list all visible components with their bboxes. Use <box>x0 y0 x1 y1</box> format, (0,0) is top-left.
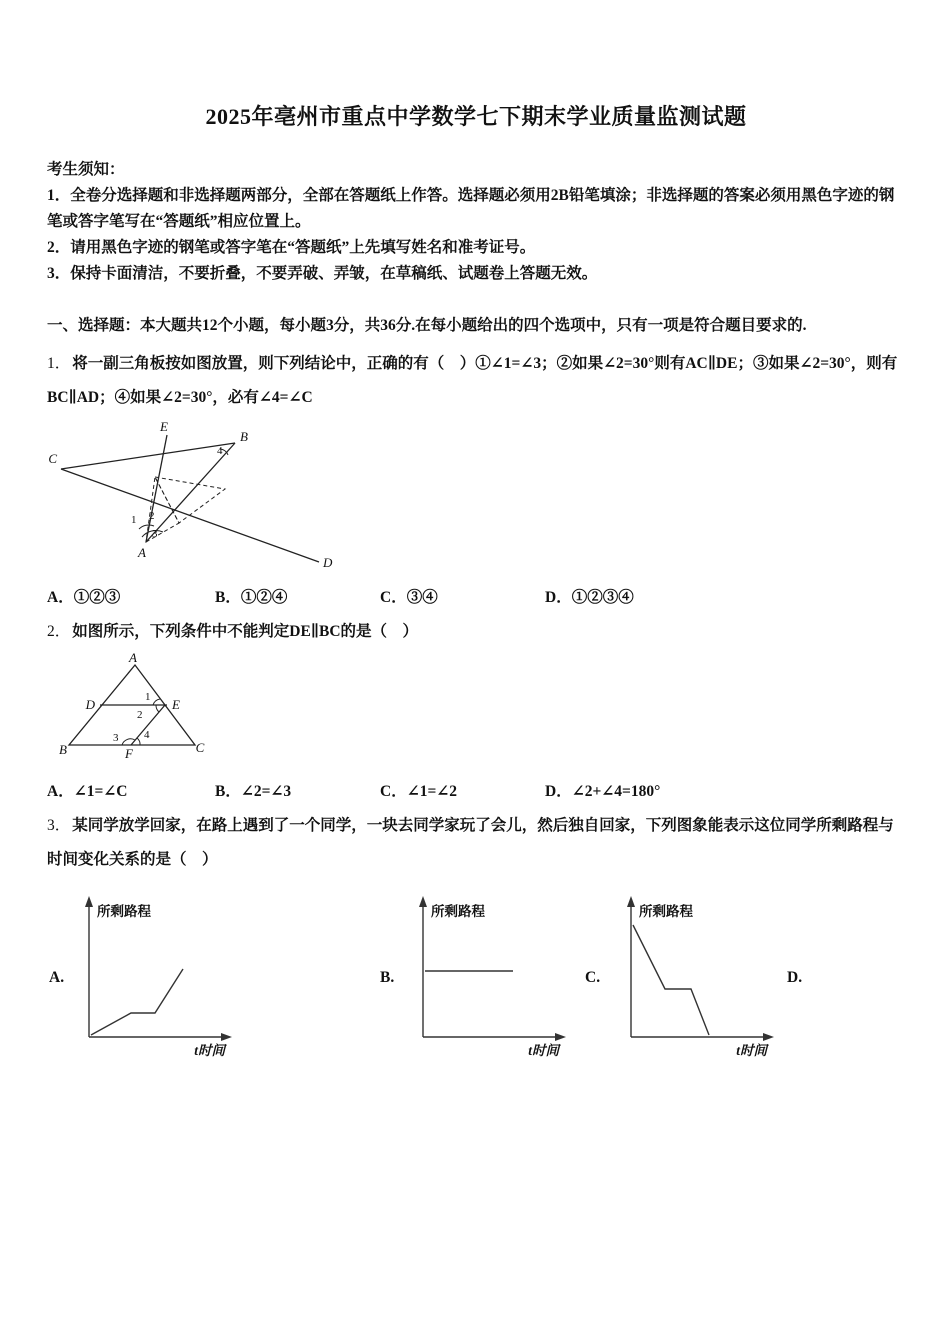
question-3 <box>47 809 905 877</box>
question-1-figure <box>47 421 339 573</box>
fig2-angle-1: 1 <box>145 691 151 703</box>
question-1-number: 1． <box>47 355 71 372</box>
q3-graph-label-d: D. <box>787 969 803 986</box>
fig2-angle-arc-2 <box>156 705 159 712</box>
question-3-text: 某同学放学回家，在路上遇到了一个同学，一块去同学家玩了会儿，然后独自回家，下列图象能表示这位同学所剩路程与时间变化关系的是（ ） <box>47 817 894 868</box>
fig2-point-A: A <box>129 653 137 665</box>
q1-option-a <box>47 585 215 607</box>
graph-c-y-arrow <box>627 896 635 907</box>
q1-option-d-text: ①②③④ <box>571 589 634 606</box>
question-2-options <box>47 779 905 801</box>
fig2-angle-3: 3 <box>113 732 119 744</box>
fig2-angle-arc-1 <box>153 699 160 705</box>
q1-option-c-text: ③④ <box>406 589 438 606</box>
fig2-angle-2: 2 <box>137 709 143 721</box>
graph-a-ylabel: 所剩路程 <box>97 904 151 919</box>
q2-option-b <box>215 779 380 801</box>
q1-option-a-text: ①②③ <box>73 589 121 606</box>
q1-option-c-label: C． <box>380 589 407 606</box>
q2-option-a <box>47 779 215 801</box>
fig2-point-C: C <box>195 740 205 755</box>
question-2-number: 2． <box>47 623 71 640</box>
q1-option-b-text: ①②④ <box>240 589 288 606</box>
q1-option-d <box>545 585 905 607</box>
question-3-number: 3． <box>47 817 71 834</box>
q2-option-b-text: ∠2=∠3 <box>240 783 292 800</box>
graph-b-y-arrow <box>419 896 427 907</box>
graph-a-curve <box>91 969 183 1035</box>
q3-graph-c <box>617 891 777 1059</box>
graph-a-xlabel: t时间 <box>194 1043 225 1058</box>
fig1-point-A: A <box>138 545 146 560</box>
fig1-point-C: C <box>48 451 57 466</box>
q3-graph-label-c: C. <box>585 969 601 986</box>
fig1-line-EA <box>146 435 167 542</box>
fig1-point-E: E <box>160 421 168 434</box>
notice-item-1: 1．全卷分选择题和非选择题两部分，全部在答题纸上作答。选择题必须用2B铅笔填涂；非选择题的答案必须用黑色字迹的钢笔或答字笔写在“答题纸”相应位置上。 <box>47 187 895 230</box>
q1-option-d-label: D． <box>545 589 572 606</box>
q2-option-d-text: ∠2+∠4=180° <box>571 783 661 800</box>
graph-c-curve <box>633 925 709 1035</box>
q2-option-d-label: D． <box>545 783 572 800</box>
graph-b-ylabel: 所剩路程 <box>431 904 485 919</box>
q1-option-b-label: B． <box>215 589 241 606</box>
fig1-angle-1: 1 <box>131 514 137 526</box>
question-1-text: 将一副三角板按如图放置，则下列结论中，正确的有（ ）①∠1=∠3；②如果∠2=30°则有AC∥DE；③如果∠2=30°，则有BC∥AD；④如果∠2=30°，必有∠4=∠C <box>47 355 898 406</box>
fig2-point-E: E <box>172 697 180 712</box>
q1-option-c <box>380 585 545 607</box>
fig1-point-B: B <box>240 429 248 444</box>
notice-item-2: 2．请用黑色字迹的钢笔或答字笔在“答题纸”上先填写姓名和准考证号。 <box>47 239 536 256</box>
q1-option-b <box>215 585 380 607</box>
q2-option-a-text: ∠1=∠C <box>73 783 128 800</box>
fig1-angle-2: 2 <box>149 510 155 522</box>
graph-b-x-arrow <box>555 1033 566 1041</box>
question-1 <box>47 347 905 415</box>
q2-option-c-label: C． <box>380 783 407 800</box>
page-title: 2025年亳州市重点中学数学七下期末学业质量监测试题 <box>205 104 747 129</box>
graph-c-ylabel: 所剩路程 <box>639 904 693 919</box>
q2-option-c-text: ∠1=∠2 <box>406 783 458 800</box>
graph-a-x-arrow <box>221 1033 232 1041</box>
q3-graph-label-a: A. <box>49 969 65 986</box>
q3-graph-a <box>75 891 235 1059</box>
fig2-point-F: F <box>125 746 133 761</box>
fig2-angle-arc-4 <box>137 738 140 745</box>
notice-heading: 考生须知： <box>47 161 125 178</box>
fig1-point-D: D <box>323 555 333 570</box>
q2-option-b-label: B． <box>215 783 241 800</box>
graph-c-x-arrow <box>763 1033 774 1041</box>
q2-option-a-label: A． <box>47 783 74 800</box>
fig1-angle-4: 4 <box>217 445 223 457</box>
fig1-line-CB <box>61 443 235 469</box>
fig2-angle-4: 4 <box>144 729 150 741</box>
fig2-point-B: B <box>59 742 67 757</box>
q2-option-c <box>380 779 545 801</box>
question-2-figure <box>55 653 235 767</box>
q3-graph-label-b: B. <box>380 969 395 986</box>
q2-option-d <box>545 779 905 801</box>
question-1-options <box>47 585 905 607</box>
notice-item-3: 3．保持卡面清洁，不要折叠，不要弄破、弄皱，在草稿纸、试题卷上答题无效。 <box>47 265 598 282</box>
question-3-graphs <box>47 891 905 1076</box>
graph-b-xlabel: t时间 <box>528 1043 559 1058</box>
section-heading: 一、选择题：本大题共12个小题，每小题3分，共36分.在每小题给出的四个选项中，只有一项是符合题目要求的. <box>47 317 807 334</box>
notice-block <box>47 157 905 287</box>
q3-graph-b <box>409 891 569 1059</box>
graph-a-y-arrow <box>85 896 93 907</box>
question-2-text: 如图所示，下列条件中不能判定DE∥BC的是（ ） <box>72 623 419 640</box>
question-2 <box>47 615 905 649</box>
graph-c-xlabel: t时间 <box>736 1043 767 1058</box>
q1-option-a-label: A． <box>47 589 74 606</box>
fig2-point-D: D <box>85 697 95 712</box>
fig1-angle-3: 3 <box>152 528 158 540</box>
